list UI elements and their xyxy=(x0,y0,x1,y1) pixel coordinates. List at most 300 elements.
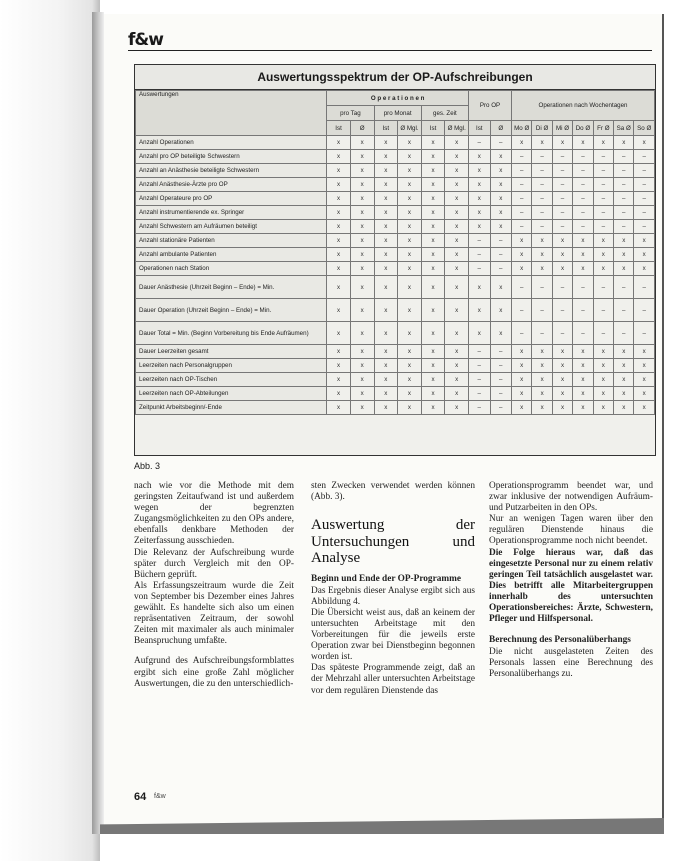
table-cell: – xyxy=(532,276,552,299)
row-label: Anzahl pro OP beteiligte Schwestern xyxy=(136,150,327,164)
table-row xyxy=(136,150,655,164)
row-label: Anzahl ambulante Patienten xyxy=(136,248,327,262)
table-cell: x xyxy=(327,359,351,373)
table-cell: x xyxy=(374,401,398,415)
table-cell: – xyxy=(614,220,634,234)
table-cell: x xyxy=(327,299,351,322)
table-cell: x xyxy=(532,136,552,150)
table-cell: x xyxy=(593,345,613,359)
table-cell: x xyxy=(469,192,490,206)
table-cell: – xyxy=(512,299,532,322)
table-cell: x xyxy=(532,401,552,415)
table-cell: x xyxy=(421,322,445,345)
table-cell: – xyxy=(512,206,532,220)
table-cell: x xyxy=(398,150,422,164)
table-cell: x xyxy=(350,387,374,401)
table-cell: x xyxy=(421,373,445,387)
paragraph: Die Übersicht weist aus, daß an keinem der untersuchten Arbeitstage mit den Vorbereitungen für die jeweils erste Operation zwar bei Dienstbeginn begonnen worden ist. xyxy=(311,607,475,663)
table-cell: x xyxy=(374,192,398,206)
table-cell: x xyxy=(512,359,532,373)
subheader-cell: Ist xyxy=(421,121,445,136)
row-label: Operationen nach Station xyxy=(136,262,327,276)
table-cell: x xyxy=(593,359,613,373)
table-cell: x xyxy=(552,136,572,150)
table-cell: x xyxy=(490,164,512,178)
table-cell: x xyxy=(398,299,422,322)
table-cell: – xyxy=(512,220,532,234)
table-cell: x xyxy=(573,136,593,150)
table-cell: x xyxy=(593,262,613,276)
row-label: Dauer Operation (Uhrzeit Beginn – Ende) = Min. xyxy=(136,299,327,322)
table-cell: x xyxy=(445,150,469,164)
table-cell: – xyxy=(552,276,572,299)
table-cell: x xyxy=(374,248,398,262)
table-cell: x xyxy=(614,401,634,415)
header-operationen: O p e r a t i o n e n xyxy=(327,91,469,106)
table-cell: x xyxy=(374,322,398,345)
table-cell: – xyxy=(512,164,532,178)
table-cell: – xyxy=(490,345,512,359)
paragraph: Das späteste Programmende zeigt, daß an der Mehrzahl aller untersuchten Arbeitstage vor dem regulären Dienstende das xyxy=(311,663,475,696)
table-cell: x xyxy=(490,322,512,345)
table-cell: – xyxy=(573,276,593,299)
table-cell: – xyxy=(512,192,532,206)
paragraph: Die nicht ausgelasteten Zeiten des Personals lassen eine Berechnung des Personalüberhangs zu. xyxy=(489,647,653,680)
table-cell: – xyxy=(593,192,613,206)
section-heading: Auswertung der Untersuchungen und Analyse xyxy=(311,517,475,567)
table-cell: x xyxy=(327,262,351,276)
table-cell: – xyxy=(469,345,490,359)
table-cell: x xyxy=(445,192,469,206)
table-cell: x xyxy=(374,276,398,299)
table-row xyxy=(136,220,655,234)
table-cell: x xyxy=(327,136,351,150)
table-cell: x xyxy=(398,136,422,150)
table-cell: x xyxy=(421,220,445,234)
table-cell: – xyxy=(512,276,532,299)
table-cell: x xyxy=(469,322,490,345)
table-cell: x xyxy=(634,136,655,150)
table-cell: x xyxy=(634,373,655,387)
table-cell: x xyxy=(421,178,445,192)
table-cell: x xyxy=(327,401,351,415)
row-label: Anzahl Anästhesie-Ärzte pro OP xyxy=(136,178,327,192)
subheader-cell: Fr Ø xyxy=(593,121,613,136)
table-cell: – xyxy=(490,262,512,276)
table-cell: – xyxy=(552,220,572,234)
row-label: Dauer Anästhesie (Uhrzeit Beginn – Ende) = Min. xyxy=(136,276,327,299)
footer-magazine: f&w xyxy=(154,793,166,800)
table-cell: x xyxy=(469,164,490,178)
table-cell: x xyxy=(350,401,374,415)
table-cell: x xyxy=(614,345,634,359)
table-cell: x xyxy=(327,276,351,299)
table-cell: – xyxy=(552,322,572,345)
table-row xyxy=(136,136,655,150)
table-cell: – xyxy=(532,220,552,234)
table-cell: x xyxy=(573,234,593,248)
subheader-cell: Ist xyxy=(327,121,351,136)
table-cell: x xyxy=(374,234,398,248)
table-cell: – xyxy=(634,276,655,299)
table-cell: – xyxy=(552,206,572,220)
table-cell: x xyxy=(532,373,552,387)
table-cell: x xyxy=(327,164,351,178)
subheader-cell: Mo Ø xyxy=(512,121,532,136)
table-cell: – xyxy=(593,206,613,220)
table-cell: x xyxy=(614,359,634,373)
table-cell: x xyxy=(512,373,532,387)
table-cell: x xyxy=(398,359,422,373)
table-cell: x xyxy=(374,299,398,322)
table-cell: x xyxy=(634,387,655,401)
table-cell: x xyxy=(552,387,572,401)
table-cell: – xyxy=(490,359,512,373)
table-cell: x xyxy=(350,220,374,234)
row-label: Anzahl Operateure pro OP xyxy=(136,192,327,206)
table-cell: – xyxy=(469,234,490,248)
table-cell: – xyxy=(552,299,572,322)
table-cell: x xyxy=(421,401,445,415)
table-row xyxy=(136,373,655,387)
table-cell: x xyxy=(327,150,351,164)
table-cell: x xyxy=(350,248,374,262)
table-row xyxy=(136,164,655,178)
table-row xyxy=(136,276,655,299)
table-cell: x xyxy=(398,345,422,359)
paragraph-bold: Die Folge hieraus war, daß das eingesetzte Personal nur zu einem relativ geringen Teil tatsächlich ausgelastet war. Dies betrifft alle Mitarbeitergruppen innerhalb des untersuchten Operationsbereiches: Ärzte, Schwestern, Pfleger und Hilfspersonal. xyxy=(489,547,653,625)
table-cell: x xyxy=(398,206,422,220)
table-cell: – xyxy=(490,136,512,150)
figure-title: Auswertungsspektrum der OP-Aufschreibungen xyxy=(135,65,655,90)
table-cell: – xyxy=(593,150,613,164)
table-cell: x xyxy=(490,299,512,322)
table-cell: x xyxy=(634,401,655,415)
table-cell: x xyxy=(421,345,445,359)
figure-table-box xyxy=(134,64,656,456)
table-cell: x xyxy=(327,234,351,248)
table-cell: x xyxy=(512,136,532,150)
row-label: Leerzeiten nach Personalgruppen xyxy=(136,359,327,373)
page-binding xyxy=(92,12,104,834)
table-cell: x xyxy=(398,276,422,299)
table-cell: x xyxy=(421,262,445,276)
table-cell: x xyxy=(469,206,490,220)
table-cell: x xyxy=(445,248,469,262)
table-cell: x xyxy=(350,150,374,164)
table-cell: – xyxy=(573,150,593,164)
table-cell: – xyxy=(490,387,512,401)
table-cell: x xyxy=(398,373,422,387)
table-cell: – xyxy=(573,192,593,206)
table-cell: x xyxy=(445,322,469,345)
table-cell: – xyxy=(573,206,593,220)
table-cell: x xyxy=(398,234,422,248)
table-cell: x xyxy=(512,248,532,262)
row-label: Dauer Total = Min. (Beginn Vorbereitung bis Ende Aufräumen) xyxy=(136,322,327,345)
table-cell: x xyxy=(421,206,445,220)
table-cell: x xyxy=(374,359,398,373)
table-cell: x xyxy=(421,299,445,322)
subheader-cell: Ø xyxy=(350,121,374,136)
table-cell: x xyxy=(490,206,512,220)
table-cell: – xyxy=(634,206,655,220)
table-body xyxy=(136,136,655,415)
table-cell: x xyxy=(490,178,512,192)
table-cell: – xyxy=(634,178,655,192)
table-cell: x xyxy=(593,248,613,262)
table-cell: x xyxy=(445,345,469,359)
table-cell: – xyxy=(614,322,634,345)
page-number: 64 xyxy=(134,791,147,803)
table-cell: x xyxy=(421,359,445,373)
table-cell: x xyxy=(469,178,490,192)
table-cell: x xyxy=(327,387,351,401)
table-cell: x xyxy=(552,234,572,248)
table-cell: – xyxy=(552,164,572,178)
table-cell: – xyxy=(469,136,490,150)
row-label: Anzahl stationäre Patienten xyxy=(136,234,327,248)
table-cell: x xyxy=(573,401,593,415)
table-cell: x xyxy=(593,136,613,150)
table-cell: – xyxy=(469,262,490,276)
table-cell: – xyxy=(532,150,552,164)
table-cell: x xyxy=(421,192,445,206)
table-cell: – xyxy=(614,276,634,299)
table-cell: – xyxy=(593,276,613,299)
table-cell: – xyxy=(573,178,593,192)
table-cell: x xyxy=(552,401,572,415)
table-cell: x xyxy=(374,136,398,150)
table-cell: – xyxy=(532,299,552,322)
table-cell: – xyxy=(593,322,613,345)
subheader-cell: Mi Ø xyxy=(552,121,572,136)
table-cell: x xyxy=(552,345,572,359)
header-pro-op: Pro OP xyxy=(469,91,512,121)
header-ges-zeit: ges. Zeit xyxy=(421,106,468,121)
table-cell: x xyxy=(327,220,351,234)
table-cell: – xyxy=(552,178,572,192)
table-cell: x xyxy=(469,299,490,322)
table-cell: x xyxy=(350,299,374,322)
table-cell: x xyxy=(469,150,490,164)
paragraph: Die Relevanz der Aufschreibung wurde später durch Vergleich mit den OP-Büchern geprüft. xyxy=(134,547,294,580)
subheader-cell: Ø Mgl. xyxy=(445,121,469,136)
table-cell: x xyxy=(327,248,351,262)
subheader-cell: Di Ø xyxy=(532,121,552,136)
table-cell: x xyxy=(445,387,469,401)
table-cell: x xyxy=(593,373,613,387)
table-cell: x xyxy=(512,401,532,415)
table-cell: x xyxy=(573,345,593,359)
table-cell: – xyxy=(490,248,512,262)
text-column-1 xyxy=(134,481,294,690)
table-cell: – xyxy=(614,178,634,192)
table-cell: x xyxy=(490,192,512,206)
table-cell: x xyxy=(398,178,422,192)
table-cell: – xyxy=(469,401,490,415)
subheader-cell: Do Ø xyxy=(573,121,593,136)
evaluation-table xyxy=(135,90,655,415)
table-header-row-1 xyxy=(136,91,655,106)
paragraph: Aufgrund des Aufschreibungsformblattes ergibt sich eine große Zahl möglicher Auswertungen, die zu den unterschiedlich- xyxy=(134,656,294,689)
table-cell: x xyxy=(350,136,374,150)
table-row xyxy=(136,345,655,359)
table-cell: x xyxy=(532,248,552,262)
table-cell: – xyxy=(614,192,634,206)
table-cell: x xyxy=(593,401,613,415)
table-cell: x xyxy=(532,387,552,401)
row-label: Anzahl Operationen xyxy=(136,136,327,150)
table-cell: x xyxy=(398,401,422,415)
subheader-cell: Ø xyxy=(490,121,512,136)
header-pro-tag: pro Tag xyxy=(327,106,374,121)
table-cell: – xyxy=(469,359,490,373)
table-cell: x xyxy=(445,401,469,415)
table-cell: – xyxy=(614,299,634,322)
subheader-cell: Sa Ø xyxy=(614,121,634,136)
paragraph: Als Erfassungszeitraum wurde die Zeit von September bis Dezember eines Jahres gewählt. Es handelte sich also um einen repräsentativen Zeitraum, der sowohl Zeiten mit maximaler als auch minimaler Beanspruchung umfaßte. xyxy=(134,580,294,647)
table-cell: x xyxy=(421,136,445,150)
table-cell: x xyxy=(573,359,593,373)
table-cell: x xyxy=(398,262,422,276)
table-cell: – xyxy=(573,299,593,322)
text-column-3 xyxy=(489,481,653,681)
table-cell: – xyxy=(634,192,655,206)
table-cell: x xyxy=(614,262,634,276)
subheader-cell: Ist xyxy=(374,121,398,136)
table-cell: – xyxy=(512,322,532,345)
paragraph: nach wie vor die Methode mit dem geringsten Zeitaufwand ist und außerdem wegen der begrenzten Zugangsmöglichkeiten zu den OPs andere, ebenfalls denkbare Methoden der Zeiterfassung ausschieden. xyxy=(134,481,294,547)
table-cell: x xyxy=(374,345,398,359)
table-cell: x xyxy=(421,387,445,401)
table-cell: x xyxy=(327,206,351,220)
table-cell: x xyxy=(552,359,572,373)
table-cell: – xyxy=(490,373,512,387)
table-row xyxy=(136,262,655,276)
table-cell: – xyxy=(490,401,512,415)
subheader-cell: Ist xyxy=(469,121,490,136)
table-cell: x xyxy=(350,276,374,299)
table-cell: – xyxy=(634,150,655,164)
table-cell: – xyxy=(634,164,655,178)
table-cell: x xyxy=(350,206,374,220)
table-cell: – xyxy=(532,206,552,220)
table-cell: x xyxy=(350,359,374,373)
table-cell: – xyxy=(552,150,572,164)
table-cell: – xyxy=(593,178,613,192)
table-cell: x xyxy=(614,234,634,248)
table-cell: x xyxy=(634,345,655,359)
table-cell: x xyxy=(490,220,512,234)
table-cell: x xyxy=(512,345,532,359)
table-cell: x xyxy=(614,387,634,401)
table-cell: x xyxy=(445,359,469,373)
table-cell: x xyxy=(634,234,655,248)
table-cell: x xyxy=(445,276,469,299)
table-row xyxy=(136,299,655,322)
table-cell: – xyxy=(532,178,552,192)
header-auswertungen: Auswertungen xyxy=(136,91,327,136)
subsection-heading: Berechnung des Personalüberhangs xyxy=(489,635,631,646)
table-row xyxy=(136,234,655,248)
table-cell: x xyxy=(469,220,490,234)
table-cell: x xyxy=(573,248,593,262)
table-cell: x xyxy=(350,178,374,192)
table-row xyxy=(136,401,655,415)
table-cell: x xyxy=(445,206,469,220)
table-cell: x xyxy=(350,322,374,345)
table-cell: x xyxy=(374,178,398,192)
header-pro-monat: pro Monat xyxy=(374,106,421,121)
table-cell: – xyxy=(593,164,613,178)
subsection-heading: Beginn und Ende der OP-Programme xyxy=(311,573,461,584)
table-cell: x xyxy=(512,234,532,248)
table-cell: x xyxy=(445,164,469,178)
table-cell: x xyxy=(374,164,398,178)
table-row xyxy=(136,178,655,192)
table-cell: – xyxy=(532,164,552,178)
table-cell: x xyxy=(614,248,634,262)
table-cell: x xyxy=(421,248,445,262)
header-wochentage: Operationen nach Wochentagen xyxy=(512,91,655,121)
table-row xyxy=(136,206,655,220)
table-cell: x xyxy=(593,387,613,401)
table-row xyxy=(136,248,655,262)
row-label: Leerzeiten nach OP-Abteilungen xyxy=(136,387,327,401)
table-cell: x xyxy=(573,262,593,276)
table-cell: x xyxy=(374,206,398,220)
table-cell: x xyxy=(398,164,422,178)
table-cell: x xyxy=(512,262,532,276)
table-cell: x xyxy=(421,150,445,164)
table-cell: x xyxy=(573,373,593,387)
table-cell: x xyxy=(350,192,374,206)
table-cell: x xyxy=(350,262,374,276)
table-row xyxy=(136,322,655,345)
table-cell: x xyxy=(421,234,445,248)
table-cell: x xyxy=(532,234,552,248)
table-cell: – xyxy=(469,373,490,387)
table-cell: x xyxy=(445,178,469,192)
table-cell: x xyxy=(445,234,469,248)
table-cell: x xyxy=(552,262,572,276)
table-cell: x xyxy=(374,262,398,276)
table-cell: x xyxy=(634,359,655,373)
table-cell: x xyxy=(398,387,422,401)
subheader-cell: So Ø xyxy=(634,121,655,136)
table-cell: x xyxy=(398,248,422,262)
table-cell: x xyxy=(327,178,351,192)
table-cell: x xyxy=(634,248,655,262)
table-cell: x xyxy=(350,164,374,178)
scan-margin xyxy=(0,0,100,861)
table-cell: x xyxy=(532,345,552,359)
subheader-cell: Ø Mgl. xyxy=(398,121,422,136)
table-row xyxy=(136,387,655,401)
paragraph: Das Ergebnis dieser Analyse ergibt sich aus Abbildung 4. xyxy=(311,585,475,607)
table-cell: x xyxy=(350,373,374,387)
table-cell: x xyxy=(490,276,512,299)
table-cell: x xyxy=(374,387,398,401)
table-cell: x xyxy=(552,373,572,387)
table-cell: – xyxy=(512,150,532,164)
header-rule xyxy=(128,50,652,51)
table-cell: x xyxy=(374,373,398,387)
table-cell: – xyxy=(573,322,593,345)
text-column-2 xyxy=(311,481,475,697)
table-cell: – xyxy=(552,192,572,206)
